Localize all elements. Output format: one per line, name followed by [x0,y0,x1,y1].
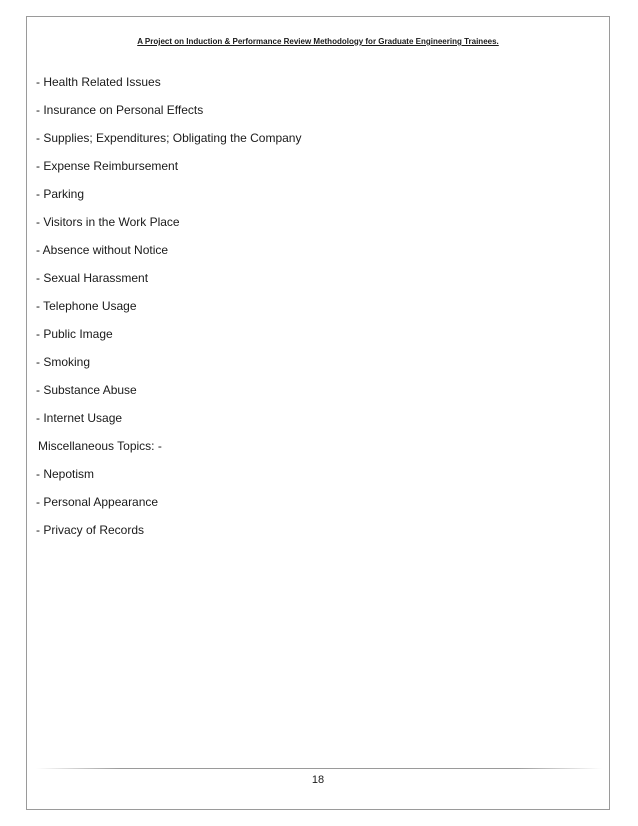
page-header [26,37,610,46]
page-number: 18 [311,774,325,786]
list-item: - Parking [36,187,85,201]
topic-list [36,74,301,550]
list-item: - Sexual Harassment [36,271,149,285]
list-item: - Visitors in the Work Place [36,215,180,229]
list-item: - Substance Abuse [36,383,137,397]
footer-divider [36,768,602,769]
list-item: - Smoking [36,355,91,369]
list-item: - Telephone Usage [36,299,137,313]
list-item: - Health Related Issues [36,75,161,89]
list-item: - Internet Usage [36,411,123,425]
header-title: A Project on Induction & Performance Review Methodology for Graduate Engineering Trainees. [137,37,499,46]
list-item: - Expense Reimbursement [36,159,179,173]
list-item: - Privacy of Records [36,523,145,537]
list-item: - Public Image [36,327,113,341]
list-item: - Nepotism [36,467,95,481]
list-item: - Absence without Notice [36,243,169,257]
list-item: - Insurance on Personal Effects [36,103,204,117]
list-item: - Supplies; Expenditures; Obligating the Company [36,131,302,145]
list-item: - Personal Appearance [36,495,159,509]
section-heading-miscellaneous: Miscellaneous Topics: - [38,439,162,453]
